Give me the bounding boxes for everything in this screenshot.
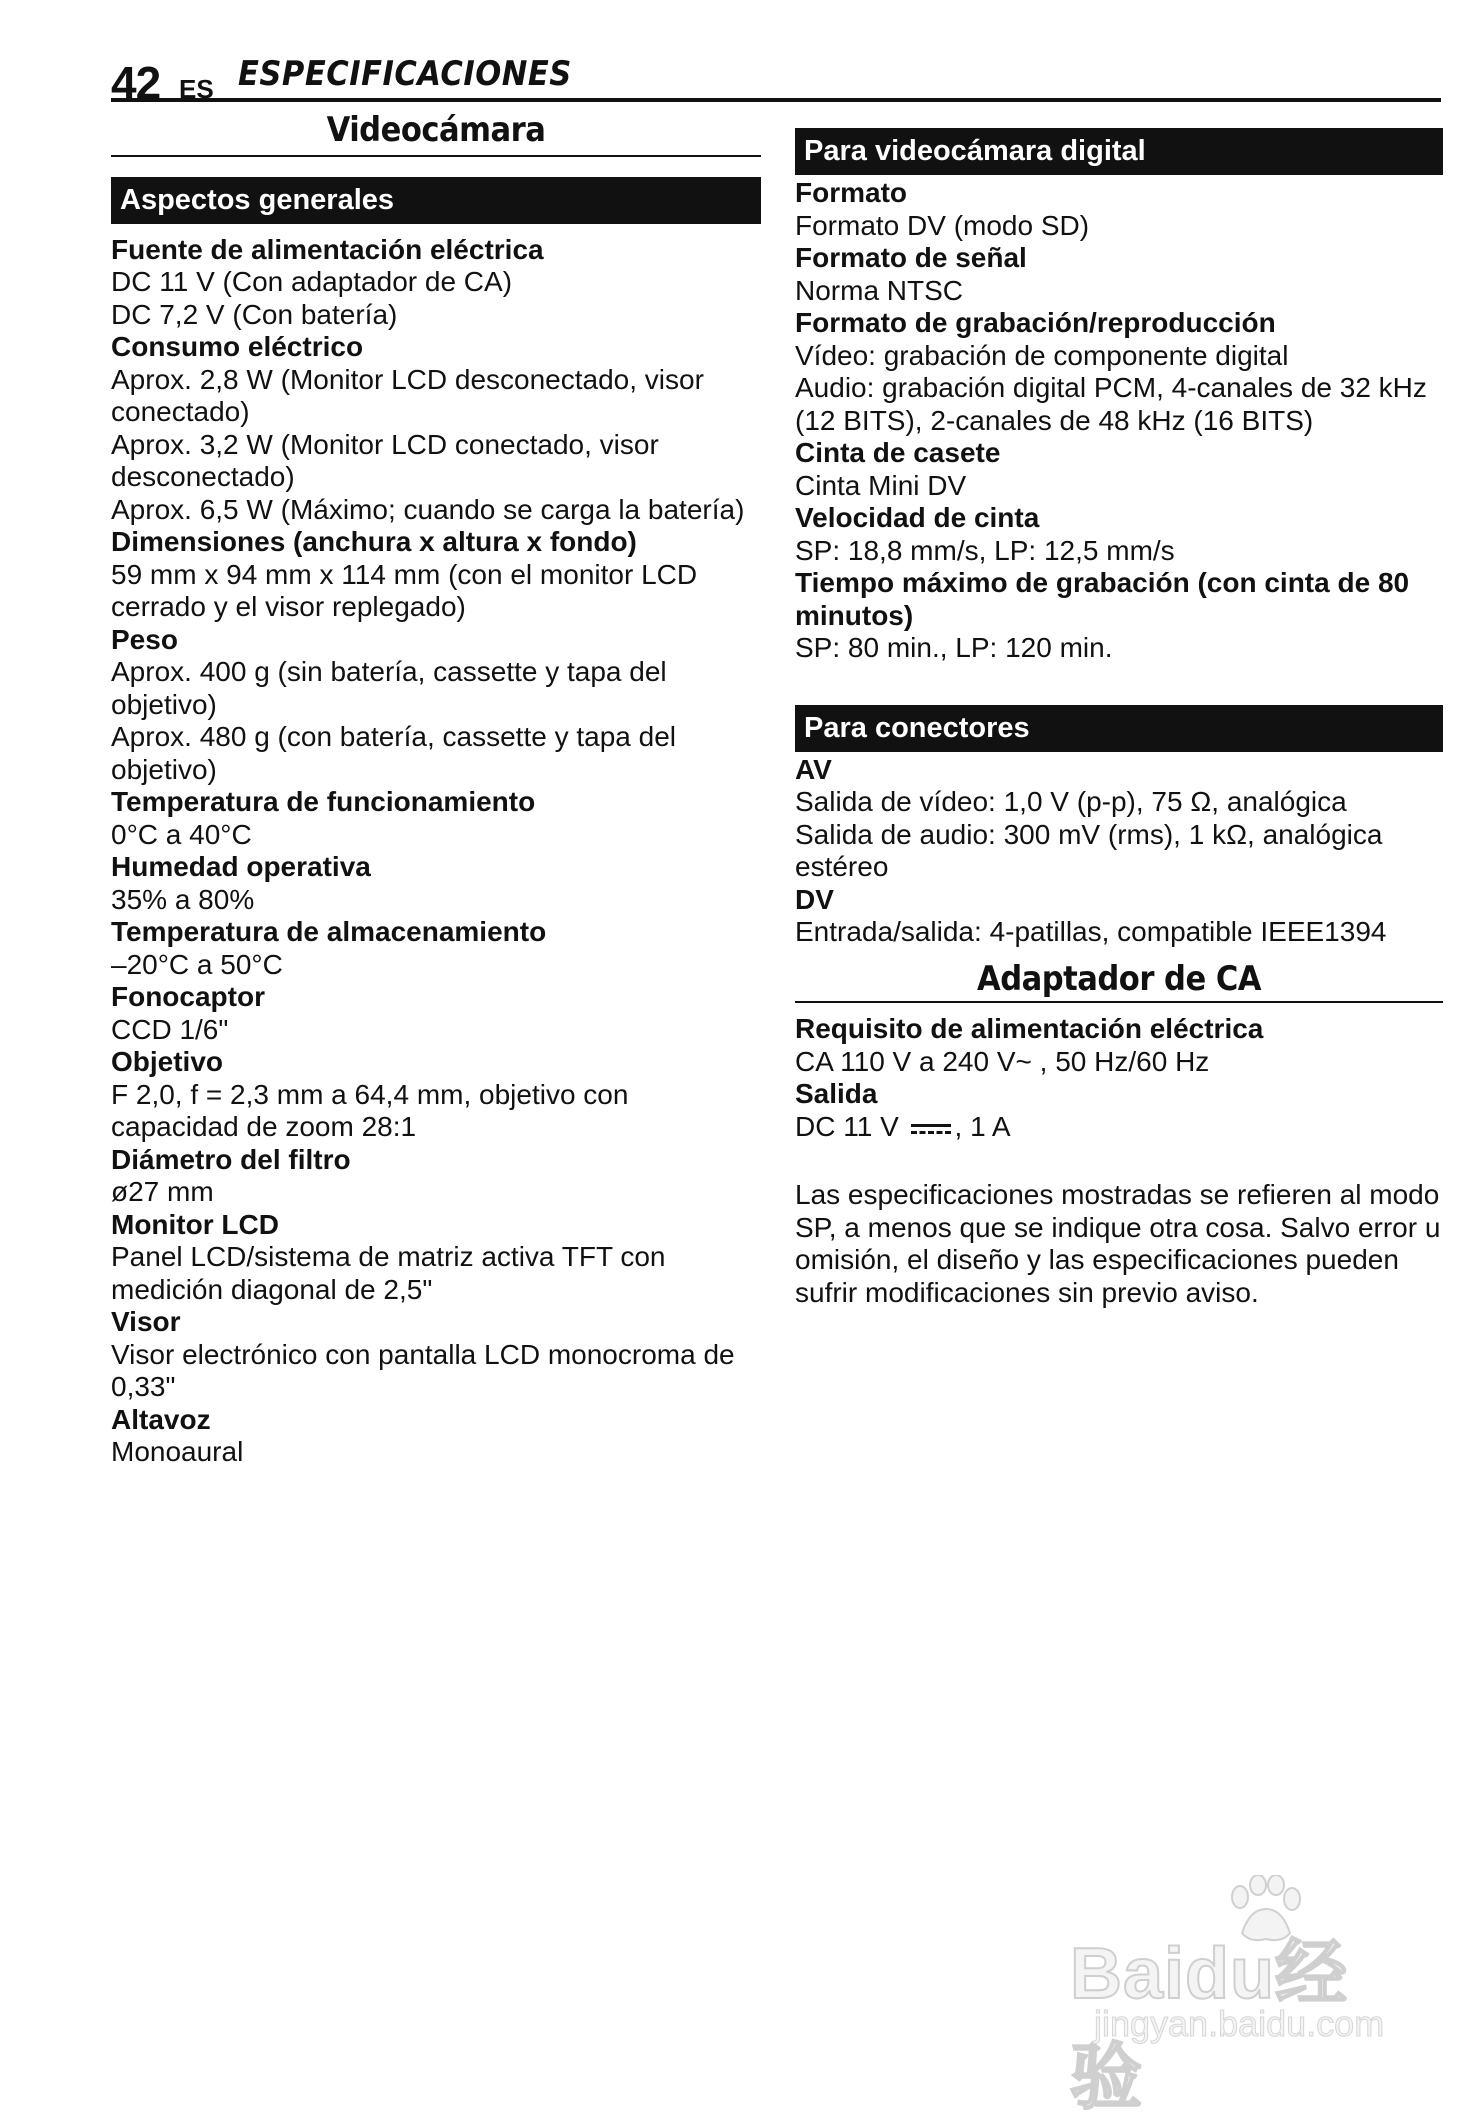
dc-symbol-icon xyxy=(909,1121,953,1135)
baidu-watermark xyxy=(1070,1875,1420,2118)
spec-label: Visor xyxy=(111,1306,181,1337)
connector-spec-list xyxy=(795,754,1443,949)
spec-value: DC 11 V (Con adaptador de CA) xyxy=(111,266,513,297)
general-spec-list xyxy=(111,234,761,1469)
spec-value: Aprox. 480 g (con batería, cassette y tapa del objetivo) xyxy=(111,721,677,785)
spec-value: Entrada/salida: 4-patillas, compatible IEEE1394 xyxy=(795,916,1387,947)
spec-label: Diámetro del filtro xyxy=(111,1143,351,1175)
spec-label: Peso xyxy=(111,623,178,655)
general-heading: Aspectos generales xyxy=(111,177,761,224)
spec-label: Dimensiones (anchura x altura x fondo) xyxy=(111,526,637,557)
spec-value: Salida de vídeo: 1,0 V (p-p), 75 Ω, analógica xyxy=(795,786,1347,817)
spec-label: DV xyxy=(795,883,834,915)
chapter-title: ESPECIFICACIONES xyxy=(238,54,572,94)
spec-value: 0°C a 40°C xyxy=(111,818,252,850)
page-number: 42 xyxy=(111,57,161,109)
spec-value: Aprox. 2,8 W (Monitor LCD desconectado, visor conectado) xyxy=(111,363,704,427)
watermark-logo: Baidu经验 xyxy=(1070,1934,1349,2118)
adapter-output-prefix: DC 11 V xyxy=(795,1110,899,1142)
videocamara-title: Videocámara xyxy=(111,114,761,157)
digital-spec-list xyxy=(795,177,1443,665)
spec-value: Salida de audio: 300 mV (rms), 1 kΩ, analógica estéreo xyxy=(795,818,1383,882)
spec-label: Fuente de alimentación eléctrica xyxy=(111,233,544,265)
spec-label: AV xyxy=(795,753,832,785)
spec-label: Formato de señal xyxy=(795,242,1027,273)
adapter-power-label: Requisito de alimentación eléctrica xyxy=(795,1013,1264,1044)
spec-value: SP: 18,8 mm/s, LP: 12,5 mm/s xyxy=(795,534,1175,566)
spec-value: Visor electrónico con pantalla LCD monocroma de 0,33" xyxy=(111,1338,735,1402)
spec-label: Humedad operativa xyxy=(111,851,371,882)
spec-label: Objetivo xyxy=(111,1046,224,1077)
spec-label: Formato de grabación/reproducción xyxy=(795,307,1276,338)
spec-value: SP: 80 min., LP: 120 min. xyxy=(795,632,1113,663)
right-column xyxy=(795,128,1443,1309)
spec-label: Temperatura de funcionamiento xyxy=(111,786,536,817)
spec-value: 59 mm x 94 mm x 114 mm (con el monitor LCD cerrado y el visor replegado) xyxy=(111,558,698,622)
adapter-output-value xyxy=(795,1111,1443,1144)
spec-label: Consumo eléctrico xyxy=(111,331,364,362)
digital-heading: Para videocámara digital xyxy=(795,128,1443,175)
spec-value: Aprox. 3,2 W (Monitor LCD conectado, visor desconectado) xyxy=(111,428,659,492)
disclaimer-note: Las especificaciones mostradas se refieren al modo SP, a menos que se indique otra cosa. Salvo error u omisión, el diseño y las especificaciones pueden sufrir modificaciones sin previo aviso. xyxy=(795,1179,1441,1308)
spec-value: Formato DV (modo SD) xyxy=(795,209,1090,241)
spec-value: Vídeo: grabación de componente digital xyxy=(795,339,1289,371)
spec-value: ø27 mm xyxy=(111,1176,214,1207)
spec-value: F 2,0, f = 2,3 mm a 64,4 mm, objetivo con capacidad de zoom 28:1 xyxy=(111,1078,629,1142)
watermark-url: jingyan.baidu.com xyxy=(1094,2003,1385,2044)
spec-value: Aprox. 6,5 W (Máximo; cuando se carga la batería) xyxy=(111,493,745,525)
adapter-title: Adaptador de CA xyxy=(795,963,1443,1004)
spec-label: Velocidad de cinta xyxy=(795,502,1040,533)
spec-label: Fonocaptor xyxy=(111,981,265,1012)
adapter-power-value: CA 110 V a 240 V~ , 50 Hz/60 Hz xyxy=(795,1045,1210,1077)
spec-label: Cinta de casete xyxy=(795,437,1001,468)
spec-value: 35% a 80% xyxy=(111,883,255,915)
spec-value: –20°C a 50°C xyxy=(111,948,283,980)
spec-value: Audio: grabación digital PCM, 4-canales de 32 kHz (12 BITS), 2-canales de 48 kHz (16 BITS) xyxy=(795,372,1427,436)
adapter-output-label: Salida xyxy=(795,1078,878,1109)
spec-value: Cinta Mini DV xyxy=(795,469,967,501)
spec-label: Formato xyxy=(795,177,907,208)
spec-label: Altavoz xyxy=(111,1403,211,1435)
spec-value: CCD 1/6" xyxy=(111,1013,229,1045)
spec-value: Monoaural xyxy=(111,1436,244,1467)
connectors-heading: Para conectores xyxy=(795,705,1443,752)
spec-value: Norma NTSC xyxy=(795,274,964,306)
page-header xyxy=(111,52,1441,109)
spec-label: Temperatura de almacenamiento xyxy=(111,916,547,947)
spec-label: Monitor LCD xyxy=(111,1208,279,1240)
spec-label: Tiempo máximo de grabación (con cinta de 80 minutos) xyxy=(795,567,1410,631)
spec-value: DC 7,2 V (Con batería) xyxy=(111,298,398,330)
language-code: ES xyxy=(179,74,214,104)
left-column xyxy=(111,110,761,1469)
spec-value: Aprox. 400 g (sin batería, cassette y tapa del objetivo) xyxy=(111,656,667,720)
adapter-output-suffix: , 1 A xyxy=(954,1110,1011,1142)
spec-value: Panel LCD/sistema de matriz activa TFT con medición diagonal de 2,5" xyxy=(111,1241,666,1305)
